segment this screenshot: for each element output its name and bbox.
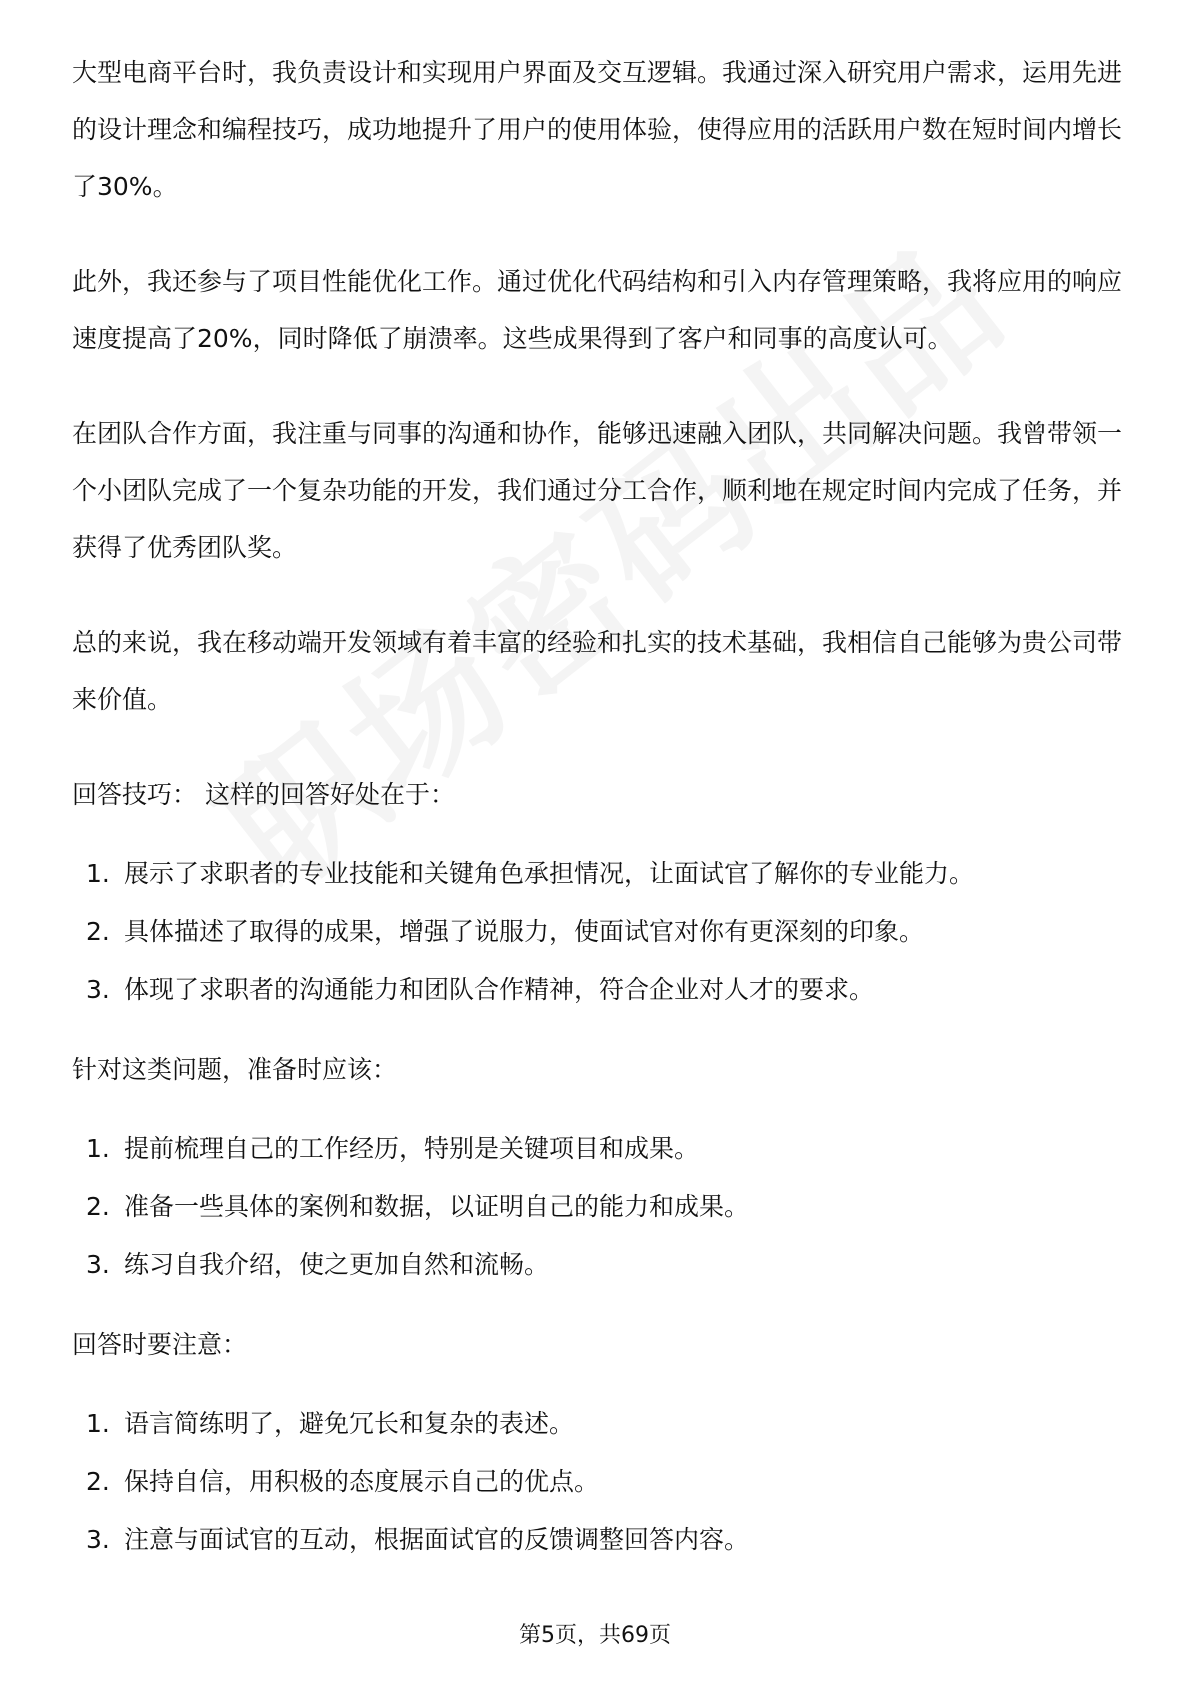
list-item: 3. 练习自我介绍，使之更加自然和流畅。 — [86, 1250, 550, 1279]
list-item: 3. 注意与面试官的互动，根据面试官的反馈调整回答内容。 — [86, 1525, 750, 1554]
heading-notes: 回答时要注意： — [72, 1330, 248, 1359]
paragraph-project-experience: 大型电商平台时，我负责设计和实现用户界面及交互逻辑。我通过深入研究用户需求，运用先进的设计理念和编程技巧，成功地提升了用户的使用体验，使得应用的活跃用户数在短时间内增长了30%。 — [72, 58, 1123, 201]
list-item: 1. 提前梳理自己的工作经历，特别是关键项目和成果。 — [86, 1134, 700, 1163]
paragraph-performance: 此外，我还参与了项目性能优化工作。通过优化代码结构和引入内存管理策略，我将应用的响应速度提高了20%，同时降低了崩溃率。这些成果得到了客户和同事的高度认可。 — [72, 267, 1123, 353]
list-notes — [72, 1395, 1122, 1569]
heading-preparation: 针对这类问题，准备时应该： — [72, 1055, 398, 1084]
list-item: 1. 语言简练明了，避免冗长和复杂的表述。 — [86, 1409, 575, 1438]
list-item: 2. 保持自信，用积极的态度展示自己的优点。 — [86, 1467, 600, 1496]
list-item: 1. 展示了求职者的专业技能和关键角色承担情况，让面试官了解你的专业能力。 — [86, 859, 975, 888]
list-item: 2. 具体描述了取得的成果，增强了说服力，使面试官对你有更深刻的印象。 — [86, 917, 925, 946]
list-item: 2. 准备一些具体的案例和数据，以证明自己的能力和成果。 — [86, 1192, 750, 1221]
page-number: 第5页，共69页 — [519, 1623, 671, 1648]
list-preparation — [72, 1120, 1122, 1294]
heading-answer-tips: 回答技巧： 这样的回答好处在于： — [72, 780, 455, 809]
document-body — [72, 44, 1122, 1569]
list-answer-tips — [72, 845, 1122, 1019]
list-item: 3. 体现了求职者的沟通能力和团队合作精神，符合企业对人才的要求。 — [86, 975, 875, 1004]
paragraph-summary: 总的来说，我在移动端开发领域有着丰富的经验和扎实的技术基础，我相信自己能够为贵公司带来价值。 — [72, 628, 1123, 714]
paragraph-teamwork: 在团队合作方面，我注重与同事的沟通和协作，能够迅速融入团队，共同解决问题。我曾带领一个小团队完成了一个复杂功能的开发，我们通过分工合作，顺利地在规定时间内完成了任务，并获得了优秀团队奖。 — [72, 419, 1123, 562]
